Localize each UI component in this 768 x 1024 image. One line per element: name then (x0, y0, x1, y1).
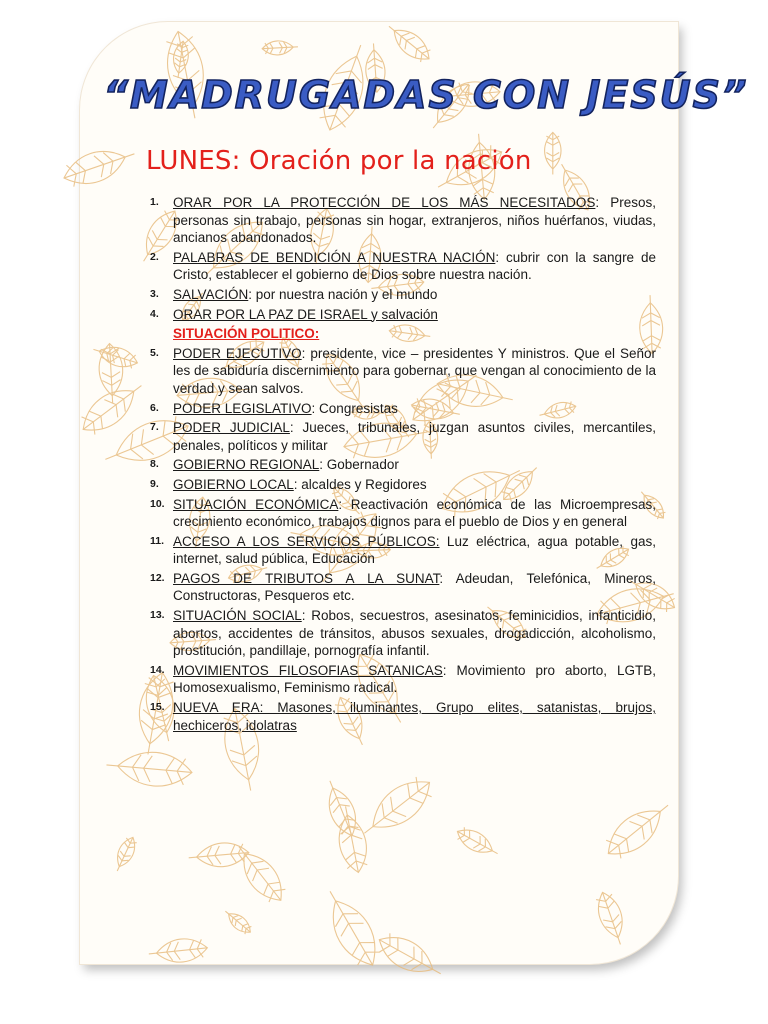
item-text (173, 699, 656, 734)
list-item (120, 607, 656, 660)
prayer-list (120, 194, 656, 736)
item-description: : presidente, vice – presidentes Y ministros. Que el Señor les de sabiduría discernimiento para gobernar, que vengan al conocimiento de la verdad y sean salvos. (173, 345, 656, 396)
list-item (120, 345, 656, 398)
list-item (120, 194, 656, 247)
item-description: : Reactivación económica de las Microempresas, crecimiento económico, trabajos dignos para el pueblo de Dios y en general (173, 496, 657, 530)
title-text: “MADRUGADAS CON JESÚS” (103, 73, 749, 117)
item-label: GOBIERNO LOCAL (173, 476, 294, 492)
item-number: 8. (150, 458, 159, 471)
item-number: 14. (150, 663, 165, 676)
item-label: SITUACIÓN ECONÓMICA (173, 496, 339, 512)
item-number: 4. (150, 307, 159, 320)
item-label: NUEVA ERA: Masones, iluminantes, Grupo elites, satanistas, brujos, hechiceros, idolatras (173, 700, 656, 733)
item-text (173, 345, 656, 398)
item-description: : Adeudan, Telefónica, Mineros, Constructoras, Pesqueros etc. (173, 570, 657, 604)
item-label: PALABRAS DE BENDICIÓN A NUESTRA NACIÓN (173, 249, 496, 265)
item-label: PODER JUDICIAL (173, 420, 290, 436)
item-text (173, 286, 656, 304)
list-item (120, 456, 656, 474)
item-text (173, 476, 656, 494)
item-description: : Movimiento pro aborto, LGTB, Homosexualismo, Feminismo radical. (173, 662, 656, 696)
list-item (120, 249, 656, 284)
item-text (173, 496, 656, 531)
item-text (173, 533, 656, 568)
list-item (120, 286, 656, 304)
item-description: : alcaldes y Regidores (293, 476, 427, 492)
item-label: ORAR POR LA PAZ DE ISRAEL y salvación (173, 306, 438, 322)
item-text (173, 419, 656, 454)
item-text (173, 456, 656, 474)
list-item (120, 570, 656, 605)
item-description: : Robos, secuestros, asesinatos, feminicidios, infanticidio, abortos, accidentes de tránsitos, abusos sexuales, drogadicción, alcoholismo, prostitución, pandillaje, pornografía infantil. (173, 608, 656, 659)
item-number: 15. (150, 701, 165, 714)
item-text (173, 662, 656, 697)
list-item (120, 533, 656, 568)
item-description: : Congresistas (311, 400, 398, 416)
item-label: PODER EJECUTIVO (173, 345, 302, 361)
item-label: PODER LEGISLATIVO (173, 400, 312, 416)
item-number: 1. (150, 196, 159, 208)
item-description: : Jueces, tribunales, juzgan asuntos civiles, mercantiles, penales, políticos y militar (173, 420, 656, 453)
item-number: 9. (150, 477, 159, 490)
list-item (120, 662, 656, 697)
item-text (173, 306, 656, 324)
item-text (173, 400, 656, 418)
item-number: 5. (150, 346, 159, 359)
item-text (173, 194, 656, 247)
item-text (173, 607, 656, 660)
item-number: 10. (150, 497, 165, 510)
item-description: : por nuestra nación y el mundo (248, 286, 438, 302)
item-description: Luz eléctrica, agua potable, gas, internet, salud pública, Educación (173, 533, 656, 567)
item-description: : cubrir con la sangre de Cristo, establecer el gobierno de Dios sobre nuestra nación. (173, 249, 656, 283)
item-text (173, 570, 656, 605)
list-item (120, 699, 656, 734)
item-number: 2. (150, 250, 159, 263)
item-number: 7. (150, 421, 159, 434)
item-text (173, 249, 656, 284)
item-number: 11. (150, 534, 165, 547)
item-label: PAGOS DE TRIBUTOS A LA SUNAT (173, 570, 440, 586)
list-item (120, 400, 656, 418)
item-label: SITUACIÓN SOCIAL (173, 608, 302, 624)
list-item (120, 306, 656, 324)
item-label: ACCESO A LOS SERVICIOS PÚBLICOS: (173, 533, 440, 549)
item-description: : Gobernador (319, 457, 399, 473)
list-item (120, 476, 656, 494)
list-item (120, 496, 656, 531)
item-number: 3. (150, 287, 159, 300)
section-subheading: SITUACIÓN POLITICO: (173, 326, 320, 342)
item-label: ORAR POR LA PROTECCIÓN DE LOS MÁS NECESITADOS (173, 195, 596, 210)
list-item (120, 419, 656, 454)
item-description: : Presos, personas sin trabajo, personas sin hogar, extranjeros, niños huérfanos, viudas, ancianos abandonados. (173, 195, 656, 246)
document-page (80, 22, 749, 964)
item-number: 12. (150, 571, 165, 584)
item-label: SALVACIÓN (173, 286, 249, 302)
page-heading: LUNES: Oración por la nación (146, 146, 532, 176)
title-banner (103, 66, 749, 118)
item-number: 6. (150, 401, 159, 414)
item-number: 13. (150, 609, 165, 622)
item-label: MOVIMIENTOS FILOSOFIAS SATANICAS (173, 662, 443, 678)
item-label: GOBIERNO REGIONAL (173, 457, 320, 473)
